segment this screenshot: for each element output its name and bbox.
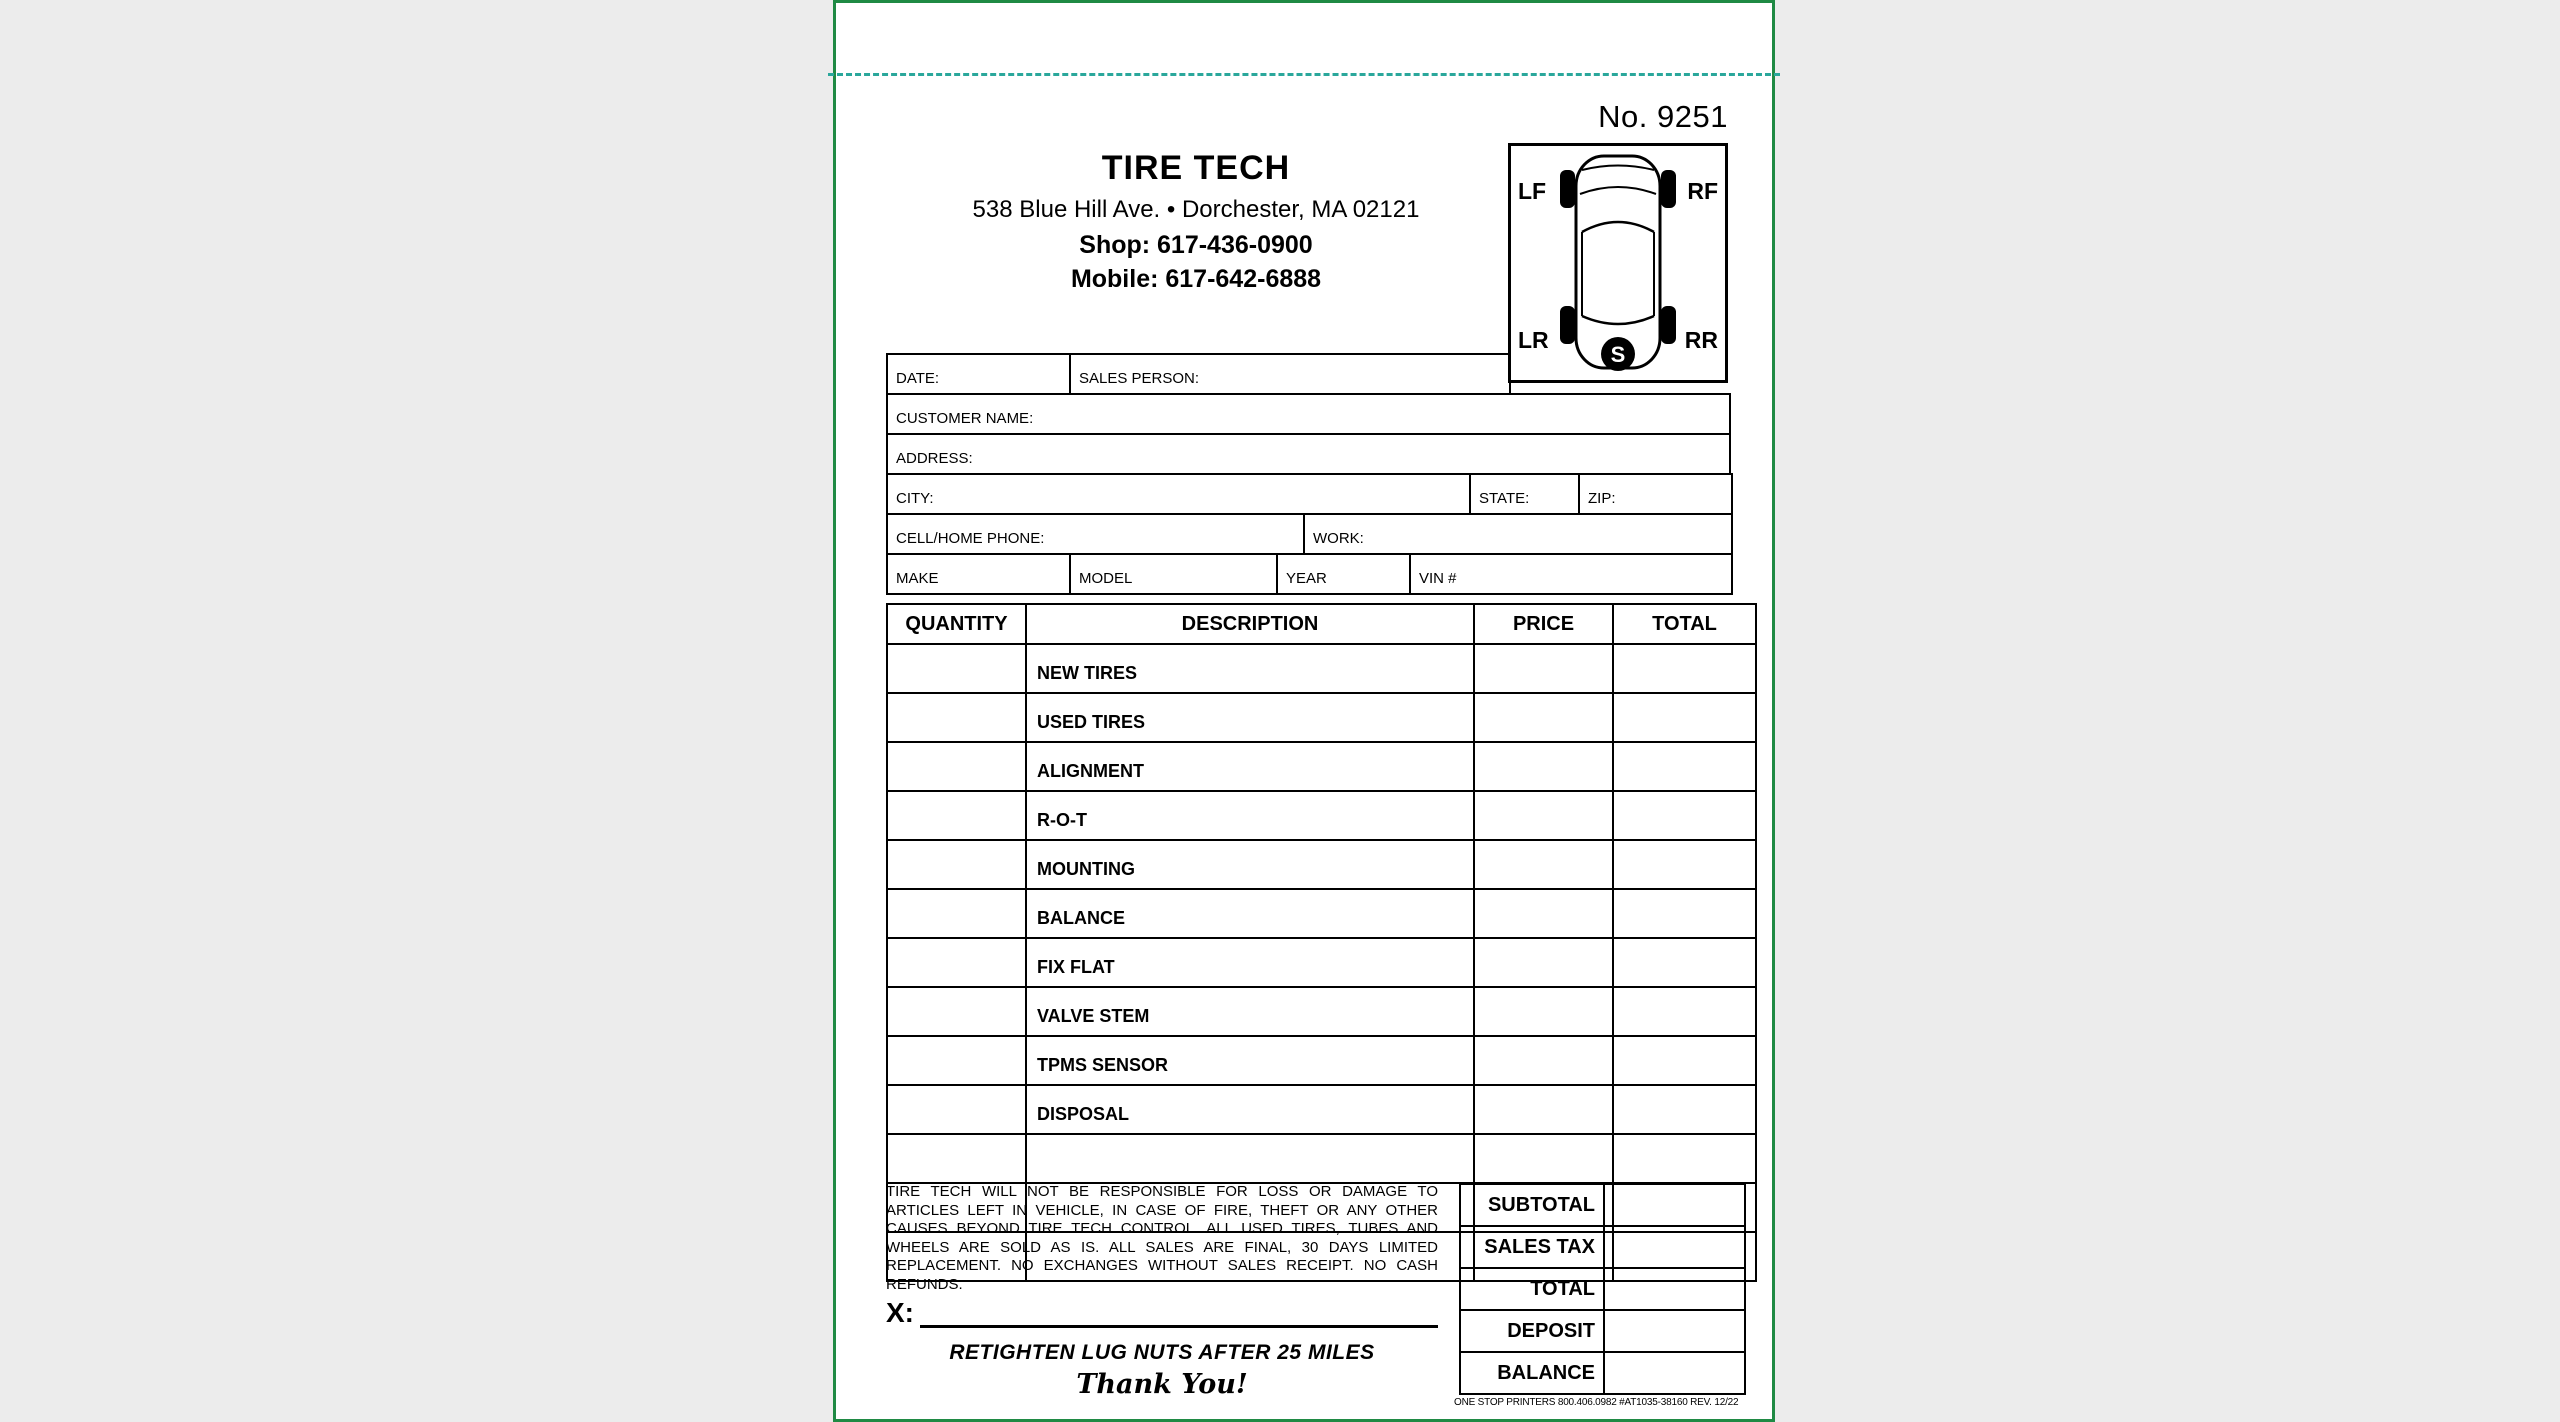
deposit-label: DEPOSIT (1460, 1310, 1604, 1352)
sales-tax-label: SALES TAX (1460, 1226, 1604, 1268)
item-row (887, 840, 1756, 889)
spare-tire-label: S (1610, 342, 1626, 367)
total-cell (1613, 1036, 1756, 1085)
item-row (887, 987, 1756, 1036)
document-number: No. 9251 (1598, 99, 1728, 134)
cell-home-phone-field: CELL/HOME PHONE: (886, 513, 1305, 555)
quantity-cell (887, 889, 1026, 938)
description-cell: FIX FLAT (1026, 938, 1474, 987)
date-field: DATE: (886, 353, 1071, 395)
city-field: CITY: (886, 473, 1471, 515)
summary-row (1460, 1226, 1745, 1268)
total-label: TOTAL (1460, 1268, 1604, 1310)
quantity-cell (887, 938, 1026, 987)
state-field: STATE: (1469, 473, 1580, 515)
description-cell: MOUNTING (1026, 840, 1474, 889)
total-cell (1613, 693, 1756, 742)
description-cell: TPMS SENSOR (1026, 1036, 1474, 1085)
mobile-phone: Mobile: 617-642-6888 (1070, 265, 1322, 293)
total-cell (1613, 840, 1756, 889)
price-cell (1474, 1085, 1613, 1134)
signature-row (886, 1297, 1438, 1328)
sales-tax-value-cell (1604, 1226, 1745, 1268)
subtotal-value-cell (1604, 1184, 1745, 1226)
quantity-cell (887, 987, 1026, 1036)
quantity-cell (887, 840, 1026, 889)
price-cell (1474, 1134, 1613, 1183)
quantity-cell (887, 1036, 1026, 1085)
item-row (887, 742, 1756, 791)
vehicle-row (886, 553, 1733, 595)
description-cell: BALANCE (1026, 889, 1474, 938)
description-cell: ALIGNMENT (1026, 742, 1474, 791)
thank-you-script: Thank You! (1076, 1369, 1248, 1400)
description-cell: DISPOSAL (1026, 1085, 1474, 1134)
price-cell (1474, 889, 1613, 938)
business-address: 538 Blue Hill Ave. • Dorchester, MA 02121 (972, 196, 1420, 223)
signature-line (920, 1297, 1438, 1328)
description-cell (1026, 1134, 1474, 1183)
vin-field: VIN # (1409, 553, 1733, 595)
price-cell (1474, 791, 1613, 840)
total-cell (1613, 1134, 1756, 1183)
total-cell (1613, 889, 1756, 938)
total-cell (1613, 938, 1756, 987)
zip-field: ZIP: (1578, 473, 1733, 515)
summary-row (1460, 1184, 1745, 1226)
shop-phone: Shop: 617-436-0900 (1079, 231, 1313, 259)
item-row (887, 1134, 1756, 1183)
price-cell (1474, 987, 1613, 1036)
quantity-cell (887, 644, 1026, 693)
balance-label: BALANCE (1460, 1352, 1604, 1394)
quantity-cell (887, 1134, 1026, 1183)
items-table (886, 603, 1757, 1282)
total-value-cell (1604, 1268, 1745, 1310)
summary-row (1460, 1352, 1745, 1394)
phone-row (886, 513, 1733, 555)
subtotal-label: SUBTOTAL (1460, 1184, 1604, 1226)
item-row (887, 889, 1756, 938)
description-cell: NEW TIRES (1026, 644, 1474, 693)
price-cell (1474, 693, 1613, 742)
wheel-label-lf: LF (1518, 178, 1547, 204)
summary-table (1459, 1183, 1746, 1395)
price-cell (1474, 644, 1613, 693)
work-phone-field: WORK: (1303, 513, 1733, 555)
item-row (887, 644, 1756, 693)
sales-person-field: SALES PERSON: (1069, 353, 1511, 395)
price-cell (1474, 938, 1613, 987)
model-field: MODEL (1069, 553, 1278, 595)
quantity-cell (887, 1085, 1026, 1134)
total-cell (1613, 791, 1756, 840)
disclaimer-text: TIRE TECH WILL NOT BE RESPONSIBLE FOR LOSS OR DAMAGE TO ARTICLES LEFT IN VEHICLE, IN CASE OF FIRE, THEFT OR ANY OTHER CAUSES BEYOND TIRE TECH CONTROL. ALL USED TIRES, TUBES AND WHEELS ARE SOLD AS IS. ALL SALES ARE FINAL, 30 DAYS LIMITED REPLACEMENT. NO EXCHANGES WITHOUT SALES RECEIPT. NO CASH REFUNDS. (886, 1183, 1438, 1293)
business-name: TIRE TECH (1101, 149, 1291, 187)
total-cell (1613, 644, 1756, 693)
item-row (887, 1085, 1756, 1134)
receipt-form-page (833, 0, 1775, 1422)
summary-row (1460, 1310, 1745, 1352)
retighten-note: RETIGHTEN LUG NUTS AFTER 25 MILES (949, 1341, 1375, 1364)
wheel-label-rr: RR (1684, 327, 1718, 353)
description-cell: USED TIRES (1026, 693, 1474, 742)
quantity-cell (887, 693, 1026, 742)
car-top-view-icon (1552, 148, 1684, 378)
total-cell (1613, 987, 1756, 1036)
quantity-cell (887, 742, 1026, 791)
perforation-tear-line (828, 73, 1780, 76)
printer-info: ONE STOP PRINTERS 800.406.0982 #AT1035-38160 REV. 12/22 (1454, 1397, 1739, 1408)
address-row (886, 433, 1731, 475)
total-header: TOTAL (1613, 604, 1756, 644)
description-cell: VALVE STEM (1026, 987, 1474, 1036)
price-cell (1474, 840, 1613, 889)
item-row (887, 693, 1756, 742)
balance-value-cell (1604, 1352, 1745, 1394)
business-header (876, 149, 1516, 299)
year-field: YEAR (1276, 553, 1411, 595)
city-state-zip-row (886, 473, 1733, 515)
date-salesperson-row (886, 353, 1511, 395)
items-header-row (887, 604, 1756, 644)
item-row (887, 791, 1756, 840)
wheel-label-lr: LR (1518, 327, 1549, 353)
total-cell (1613, 742, 1756, 791)
summary-row (1460, 1268, 1745, 1310)
customer-name-row (886, 393, 1731, 435)
price-header: PRICE (1474, 604, 1613, 644)
item-row (887, 938, 1756, 987)
signature-x-label: X: (886, 1297, 914, 1328)
tire-position-diagram (1508, 143, 1728, 383)
quantity-cell (887, 791, 1026, 840)
description-header: DESCRIPTION (1026, 604, 1474, 644)
item-row (887, 1036, 1756, 1085)
make-field: MAKE (886, 553, 1071, 595)
customer-name-field: CUSTOMER NAME: (886, 393, 1731, 435)
address-field: ADDRESS: (886, 433, 1731, 475)
wheel-label-rf: RF (1687, 178, 1718, 204)
price-cell (1474, 1036, 1613, 1085)
description-cell: R-O-T (1026, 791, 1474, 840)
total-cell (1613, 1085, 1756, 1134)
quantity-header: QUANTITY (887, 604, 1026, 644)
deposit-value-cell (1604, 1310, 1745, 1352)
price-cell (1474, 742, 1613, 791)
